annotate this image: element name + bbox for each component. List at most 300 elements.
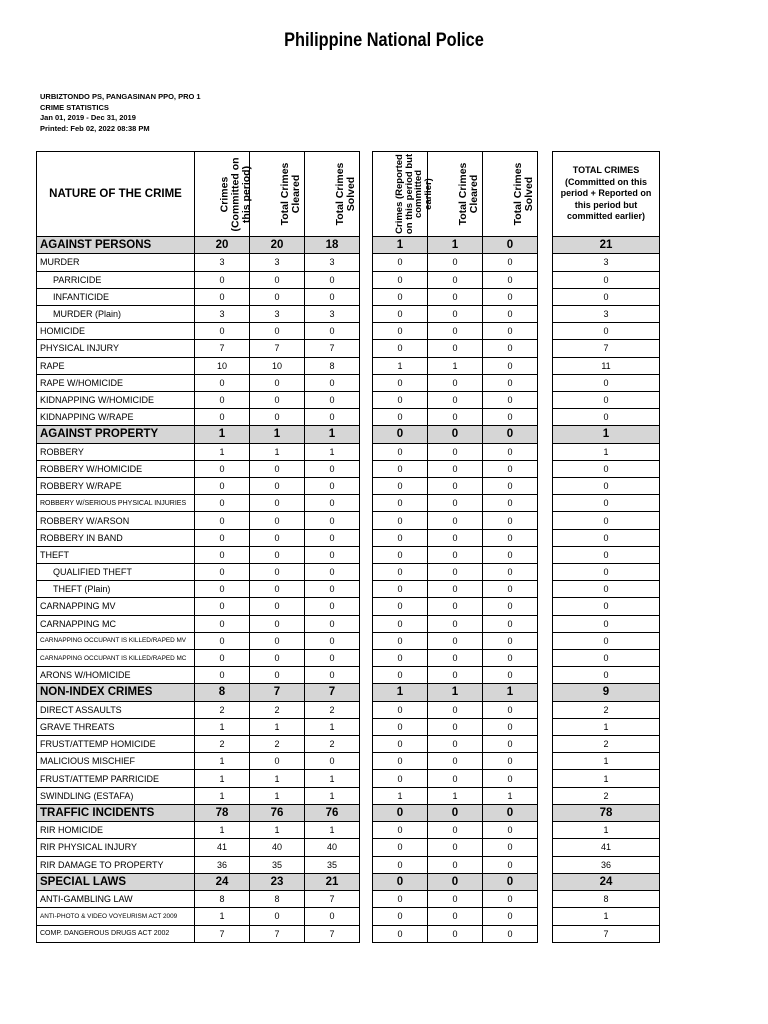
cleared-count: 40 (250, 839, 305, 856)
table-row (373, 667, 538, 684)
table-row (553, 632, 660, 649)
crime-name: ROBBERY (37, 443, 195, 460)
reported-solved-count: 0 (483, 770, 538, 787)
reported-count: 1 (373, 237, 428, 254)
solved-count: 21 (305, 873, 360, 890)
solved-count: 0 (305, 581, 360, 598)
total-count: 1 (553, 426, 660, 443)
table-row (553, 891, 660, 908)
cleared-count: 0 (250, 271, 305, 288)
reported-count: 0 (373, 391, 428, 408)
reported-count: 0 (373, 873, 428, 890)
reported-solved-count: 0 (483, 443, 538, 460)
solved-count: 3 (305, 254, 360, 271)
committed-count: 0 (195, 495, 250, 512)
reported-solved-count: 0 (483, 891, 538, 908)
total-count: 24 (553, 873, 660, 890)
reported-solved-count: 0 (483, 512, 538, 529)
reported-solved-count: 0 (483, 873, 538, 890)
crime-name: MURDER (37, 254, 195, 271)
table-row (373, 495, 538, 512)
table-row (373, 288, 538, 305)
reported-solved-count: 0 (483, 839, 538, 856)
solved-count: 7 (305, 891, 360, 908)
crime-name: ANTI-GAMBLING LAW (37, 891, 195, 908)
total-count: 0 (553, 478, 660, 495)
table-row (373, 856, 538, 873)
table-row (553, 409, 660, 426)
crime-name: ROBBERY IN BAND (37, 529, 195, 546)
table-row (553, 563, 660, 580)
solved-count: 0 (305, 478, 360, 495)
table-row (553, 323, 660, 340)
committed-count: 20 (195, 237, 250, 254)
table-row (373, 305, 538, 322)
table-row (553, 787, 660, 804)
crime-name: ROBBERY W/RAPE (37, 478, 195, 495)
crime-name: FRUST/ATTEMP HOMICIDE (37, 736, 195, 753)
cleared-count: 0 (250, 649, 305, 666)
committed-count: 1 (195, 770, 250, 787)
total-count: 0 (553, 495, 660, 512)
total-count: 0 (553, 374, 660, 391)
table-row (37, 409, 360, 426)
category-row (553, 684, 660, 701)
table-row (373, 443, 538, 460)
reported-cleared-count: 0 (428, 563, 483, 580)
table-row (37, 649, 360, 666)
page-title: Philippine National Police (284, 30, 484, 51)
table-row (553, 254, 660, 271)
table-row (373, 529, 538, 546)
cleared-count: 0 (250, 512, 305, 529)
solved-count: 0 (305, 615, 360, 632)
solved-count: 0 (305, 271, 360, 288)
reported-count: 0 (373, 409, 428, 426)
reported-count: 0 (373, 649, 428, 666)
reported-cleared-count: 0 (428, 891, 483, 908)
table-row (37, 374, 360, 391)
table-row (373, 478, 538, 495)
solved-count: 0 (305, 598, 360, 615)
total-count: 41 (553, 839, 660, 856)
cleared-count: 0 (250, 323, 305, 340)
solved-count: 1 (305, 770, 360, 787)
committed-count: 1 (195, 822, 250, 839)
total-count: 8 (553, 891, 660, 908)
reported-count: 0 (373, 426, 428, 443)
total-count: 1 (553, 770, 660, 787)
solved-count: 1 (305, 426, 360, 443)
crime-name: HOMICIDE (37, 323, 195, 340)
committed-count: 0 (195, 615, 250, 632)
reported-solved-count: 0 (483, 736, 538, 753)
total-count: 0 (553, 632, 660, 649)
crime-name: INFANTICIDE (37, 288, 195, 305)
table-row (37, 563, 360, 580)
crime-name: CARNAPPING OCCUPANT IS KILLED/RAPED MC (37, 649, 195, 666)
total-count: 36 (553, 856, 660, 873)
table-row (373, 701, 538, 718)
table-row (553, 649, 660, 666)
solved-count: 7 (305, 340, 360, 357)
reported-count: 0 (373, 529, 428, 546)
table-row (553, 839, 660, 856)
table-row (553, 770, 660, 787)
reported-cleared-count: 0 (428, 305, 483, 322)
table-row (37, 391, 360, 408)
total-count: 0 (553, 288, 660, 305)
table-row (553, 391, 660, 408)
table-row (553, 615, 660, 632)
committed-count: 3 (195, 305, 250, 322)
reported-solved-count: 0 (483, 460, 538, 477)
table-row (373, 839, 538, 856)
table-row (37, 856, 360, 873)
committed-count: 1 (195, 443, 250, 460)
table-row (553, 357, 660, 374)
table-row (553, 925, 660, 942)
reported-cleared-count: 0 (428, 873, 483, 890)
reported-solved-count: 0 (483, 856, 538, 873)
cleared-count: 1 (250, 718, 305, 735)
reported-count: 0 (373, 546, 428, 563)
solved-count: 0 (305, 632, 360, 649)
table-row (553, 908, 660, 925)
reported-solved-count: 0 (483, 529, 538, 546)
crime-name: ROBBERY W/SERIOUS PHYSICAL INJURIES (37, 495, 195, 512)
reported-solved-count: 1 (483, 684, 538, 701)
cleared-count: 3 (250, 254, 305, 271)
report-name: CRIME STATISTICS (40, 102, 109, 112)
total-count: 0 (553, 615, 660, 632)
crime-name: ANTI-PHOTO & VIDEO VOYEURISM ACT 2009 (37, 908, 195, 925)
total-count: 11 (553, 357, 660, 374)
total-count: 0 (553, 460, 660, 477)
reported-count: 0 (373, 460, 428, 477)
solved-count: 0 (305, 649, 360, 666)
reported-count: 0 (373, 667, 428, 684)
category-name: NON-INDEX CRIMES (37, 684, 195, 701)
category-row (373, 426, 538, 443)
total-count: 7 (553, 925, 660, 942)
committed-count: 0 (195, 529, 250, 546)
reported-cleared-count: 1 (428, 787, 483, 804)
committed-count: 0 (195, 460, 250, 477)
table-row (37, 787, 360, 804)
crime-name: RAPE (37, 357, 195, 374)
table-row (553, 512, 660, 529)
solved-count: 0 (305, 753, 360, 770)
reported-count: 1 (373, 684, 428, 701)
committed-count: 0 (195, 632, 250, 649)
cleared-count: 0 (250, 546, 305, 563)
category-row (553, 804, 660, 821)
cleared-count: 7 (250, 340, 305, 357)
crime-name: RAPE W/HOMICIDE (37, 374, 195, 391)
table-row (553, 822, 660, 839)
committed-count: 1 (195, 787, 250, 804)
reported-cleared-count: 0 (428, 529, 483, 546)
solved-count: 3 (305, 305, 360, 322)
cleared-count: 0 (250, 667, 305, 684)
printed-date: Printed: Feb 02, 2022 08:38 PM (40, 123, 150, 133)
solved-count: 35 (305, 856, 360, 873)
table-row (37, 615, 360, 632)
reported-cleared-count: 0 (428, 839, 483, 856)
committed-count: 36 (195, 856, 250, 873)
table-row (553, 495, 660, 512)
table-row (553, 546, 660, 563)
category-row (553, 873, 660, 890)
reported-solved-count: 0 (483, 426, 538, 443)
total-count: 78 (553, 804, 660, 821)
reported-count: 0 (373, 288, 428, 305)
reported-cleared-count: 0 (428, 460, 483, 477)
table-row (553, 667, 660, 684)
cleared-count: 35 (250, 856, 305, 873)
cleared-count: 1 (250, 426, 305, 443)
reported-count: 0 (373, 753, 428, 770)
total-count: 0 (553, 391, 660, 408)
table-row (553, 340, 660, 357)
table-row (373, 908, 538, 925)
category-row (37, 804, 360, 821)
solved-count: 40 (305, 839, 360, 856)
reported-cleared-count: 0 (428, 667, 483, 684)
cleared-count: 7 (250, 684, 305, 701)
reported-solved-count: 0 (483, 237, 538, 254)
table-row (37, 581, 360, 598)
crime-name: CARNAPPING MC (37, 615, 195, 632)
reported-count: 0 (373, 839, 428, 856)
cleared-count: 0 (250, 409, 305, 426)
crime-name: THEFT (37, 546, 195, 563)
crime-name: MALICIOUS MISCHIEF (37, 753, 195, 770)
reported-count: 0 (373, 891, 428, 908)
reported-cleared-count: 0 (428, 804, 483, 821)
cleared-header-2: Total Crimes Cleared (428, 152, 483, 237)
reported-cleared-count: 0 (428, 409, 483, 426)
reported-count: 0 (373, 908, 428, 925)
reported-count: 0 (373, 632, 428, 649)
category-row (373, 804, 538, 821)
table-row (373, 753, 538, 770)
solved-count: 0 (305, 546, 360, 563)
reported-cleared-count: 0 (428, 718, 483, 735)
reported-solved-count: 0 (483, 718, 538, 735)
category-name: SPECIAL LAWS (37, 873, 195, 890)
cleared-count: 0 (250, 374, 305, 391)
committed-count: 0 (195, 271, 250, 288)
reported-count: 0 (373, 443, 428, 460)
solved-count: 1 (305, 822, 360, 839)
table-row (553, 529, 660, 546)
solved-count: 0 (305, 391, 360, 408)
reported-count: 0 (373, 563, 428, 580)
total-count: 0 (553, 546, 660, 563)
reported-cleared-count: 0 (428, 598, 483, 615)
reported-solved-count: 0 (483, 615, 538, 632)
category-row (37, 684, 360, 701)
table-row (373, 598, 538, 615)
reported-solved-count: 0 (483, 649, 538, 666)
table-row (553, 460, 660, 477)
cleared-count: 0 (250, 632, 305, 649)
reported-cleared-count: 0 (428, 512, 483, 529)
table-row (373, 323, 538, 340)
reported-count: 0 (373, 822, 428, 839)
cleared-count: 0 (250, 495, 305, 512)
reported-cleared-count: 0 (428, 323, 483, 340)
table-row (37, 288, 360, 305)
reported-cleared-count: 0 (428, 822, 483, 839)
reported-solved-count: 0 (483, 753, 538, 770)
table-row (553, 581, 660, 598)
committed-count: 1 (195, 908, 250, 925)
table-row (553, 701, 660, 718)
table-row (37, 271, 360, 288)
reported-solved-count: 0 (483, 357, 538, 374)
reported-cleared-count: 0 (428, 478, 483, 495)
solved-count: 2 (305, 701, 360, 718)
cleared-count: 7 (250, 925, 305, 942)
table-row (37, 736, 360, 753)
reported-cleared-count: 0 (428, 271, 483, 288)
cleared-count: 23 (250, 873, 305, 890)
table-row (553, 598, 660, 615)
crime-name: ARONS W/HOMICIDE (37, 667, 195, 684)
cleared-count: 2 (250, 736, 305, 753)
table-row (553, 374, 660, 391)
cleared-count: 0 (250, 391, 305, 408)
cleared-count: 20 (250, 237, 305, 254)
cleared-count: 10 (250, 357, 305, 374)
committed-count: 78 (195, 804, 250, 821)
table-row (373, 925, 538, 942)
reported-cleared-count: 0 (428, 753, 483, 770)
table-row (373, 546, 538, 563)
reported-count: 0 (373, 925, 428, 942)
category-row (373, 684, 538, 701)
cleared-count: 0 (250, 615, 305, 632)
reported-count: 0 (373, 718, 428, 735)
cleared-count: 0 (250, 563, 305, 580)
solved-count: 0 (305, 512, 360, 529)
reported-solved-count: 0 (483, 701, 538, 718)
reported-solved-count: 0 (483, 581, 538, 598)
crime-name: KIDNAPPING W/HOMICIDE (37, 391, 195, 408)
solved-count: 18 (305, 237, 360, 254)
reported-solved-count: 0 (483, 804, 538, 821)
committed-count: 7 (195, 925, 250, 942)
reported-cleared-count: 0 (428, 288, 483, 305)
table-row (373, 718, 538, 735)
total-header: TOTAL CRIMES (Committed on this period + Reported on this period but committed earlier) (553, 152, 660, 237)
reported-cleared-count: 0 (428, 581, 483, 598)
table-row (37, 908, 360, 925)
crime-name: THEFT (Plain) (37, 581, 195, 598)
reported-solved-count: 1 (483, 787, 538, 804)
solved-count: 0 (305, 529, 360, 546)
solved-count: 1 (305, 718, 360, 735)
reported-solved-count: 0 (483, 495, 538, 512)
committed-count: 0 (195, 391, 250, 408)
reported-cleared-count: 1 (428, 357, 483, 374)
table-row (37, 839, 360, 856)
reported-solved-count: 0 (483, 323, 538, 340)
total-count: 9 (553, 684, 660, 701)
table-row (553, 478, 660, 495)
table-row (553, 288, 660, 305)
table-row (553, 718, 660, 735)
table-row (37, 478, 360, 495)
table-row (373, 409, 538, 426)
committed-count: 1 (195, 718, 250, 735)
solved-count: 0 (305, 908, 360, 925)
committed-count: 3 (195, 254, 250, 271)
solved-count: 0 (305, 460, 360, 477)
solved-count: 8 (305, 357, 360, 374)
reported-count: 0 (373, 254, 428, 271)
reported-count: 0 (373, 804, 428, 821)
table-row (37, 460, 360, 477)
table-row (373, 391, 538, 408)
report-period: Jan 01, 2019 - Dec 31, 2019 (40, 113, 136, 122)
table-row (37, 891, 360, 908)
committed-count: 0 (195, 598, 250, 615)
table-row (373, 822, 538, 839)
committed-count: 8 (195, 684, 250, 701)
crime-name: PARRICIDE (37, 271, 195, 288)
table-row (37, 718, 360, 735)
table-row (553, 443, 660, 460)
crime-name: RIR DAMAGE TO PROPERTY (37, 856, 195, 873)
committed-count: 24 (195, 873, 250, 890)
crime-name: RIR HOMICIDE (37, 822, 195, 839)
table-row (373, 891, 538, 908)
reported-solved-count: 0 (483, 409, 538, 426)
table-row (373, 787, 538, 804)
crime-name: GRAVE THREATS (37, 718, 195, 735)
reported-solved-count: 0 (483, 478, 538, 495)
total-count: 1 (553, 753, 660, 770)
reported-solved-count: 0 (483, 563, 538, 580)
crime-name: PHYSICAL INJURY (37, 340, 195, 357)
solved-count: 0 (305, 563, 360, 580)
table-row (373, 374, 538, 391)
reported-count: 0 (373, 598, 428, 615)
reported-count: 0 (373, 495, 428, 512)
reported-solved-count: 0 (483, 925, 538, 942)
reported-solved-count: 0 (483, 305, 538, 322)
nature-header: NATURE OF THE CRIME (37, 152, 195, 237)
reported-cleared-count: 0 (428, 908, 483, 925)
table-row (37, 667, 360, 684)
reported-cleared-count: 0 (428, 443, 483, 460)
reported-cleared-count: 0 (428, 426, 483, 443)
reported-solved-count: 0 (483, 546, 538, 563)
committed-count: 0 (195, 374, 250, 391)
solved-count: 0 (305, 374, 360, 391)
committed-count: 8 (195, 891, 250, 908)
reported-count: 0 (373, 374, 428, 391)
table-row (373, 340, 538, 357)
solved-header: Total Crimes Solved (305, 152, 360, 237)
table-row (373, 512, 538, 529)
solved-count: 0 (305, 409, 360, 426)
reported-cleared-count: 0 (428, 649, 483, 666)
